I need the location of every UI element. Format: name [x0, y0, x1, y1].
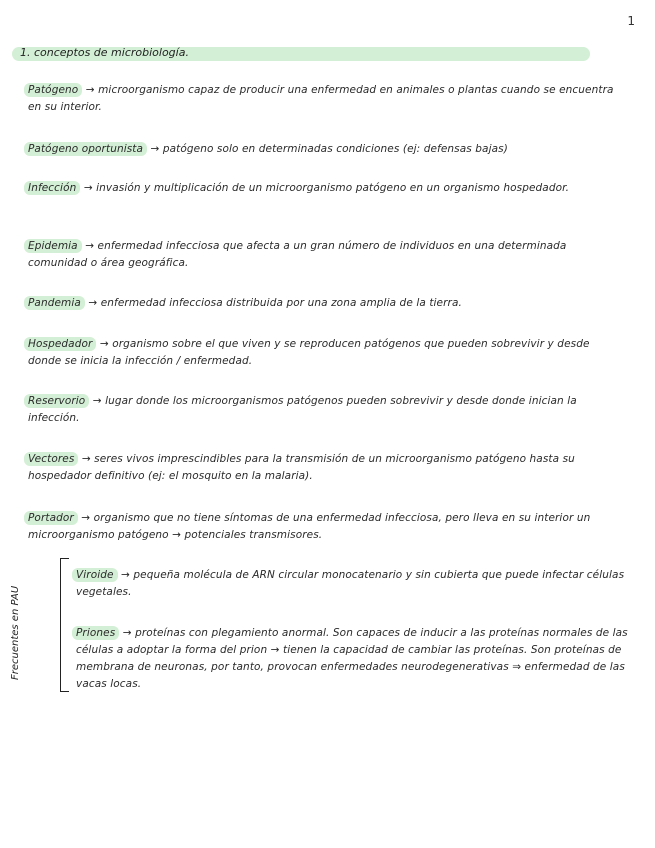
term: Portador: [24, 511, 78, 525]
definition-text: → lugar donde los microorganismos patógenos pueden sobrevivir y desde donde inician la infección.: [28, 395, 577, 424]
definition-pandemia: [28, 295, 620, 312]
definition-text: → invasión y multiplicación de un microorganismo patógeno en un organismo hospedador.: [83, 182, 570, 194]
definition-reservorio: [28, 393, 620, 427]
definition-text: → seres vivos imprescindibles para la transmisión de un microorganismo patógeno hasta su hospedador definitivo (ej: el mosquito en la malaria).: [28, 453, 575, 482]
term: Pandemia: [24, 296, 85, 310]
definition-epidemia: [28, 238, 620, 272]
term: Patógeno: [24, 83, 82, 97]
definition-text: → organismo sobre el que viven y se reproducen patógenos que pueden sobrevivir y desde donde se inicia la infección / enfermedad.: [28, 338, 590, 367]
page-number: 1: [627, 14, 635, 28]
definition-text: → proteínas con plegamiento anormal. Son capaces de inducir a las proteínas normales de las células a adoptar la forma del prion → tienen la capacidad de cambiar las proteínas. Son proteínas de membrana de neuronas, por tanto, provocan enfermedades neurodegenerativas ⇒ enfermedad de las vacas locas.: [76, 627, 628, 690]
definition-text: → organismo que no tiene síntomas de una enfermedad infecciosa, pero lleva en su interior un microorganismo patógeno → potenciales transmisores.: [28, 512, 591, 541]
definition-viroide: [76, 567, 632, 601]
definition-patogeno: [28, 82, 620, 116]
term: Epidemia: [24, 239, 82, 253]
term: Priones: [72, 626, 119, 640]
definition-vectores: [28, 451, 620, 485]
section-title: 1. conceptos de microbiología.: [20, 46, 189, 59]
term: Patógeno oportunista: [24, 142, 147, 156]
definition-text: → enfermedad infecciosa distribuida por una zona amplia de la tierra.: [88, 297, 462, 309]
definition-hospedador: [28, 336, 620, 370]
definition-text: → enfermedad infecciosa que afecta a un gran número de individuos en una determinada comunidad o área geográfica.: [28, 240, 567, 269]
definition-infeccion: [28, 180, 620, 197]
term: Reservorio: [24, 394, 89, 408]
bracket: [60, 558, 69, 692]
definition-text: → pequeña molécula de ARN circular monocatenario y sin cubierta que puede infectar células vegetales.: [76, 569, 625, 598]
definition-priones: [76, 625, 632, 693]
definition-patogeno-oportunista: [28, 141, 620, 158]
side-label: Frecuentes en PAU: [10, 585, 21, 680]
definition-text: → microorganismo capaz de producir una enfermedad en animales o plantas cuando se encuentra en su interior.: [28, 84, 614, 113]
term: Viroide: [72, 568, 118, 582]
definition-portador: [28, 510, 620, 544]
term: Hospedador: [24, 337, 96, 351]
definition-text: → patógeno solo en determinadas condiciones (ej: defensas bajas): [150, 143, 508, 155]
term: Vectores: [24, 452, 78, 466]
term: Infección: [24, 181, 80, 195]
